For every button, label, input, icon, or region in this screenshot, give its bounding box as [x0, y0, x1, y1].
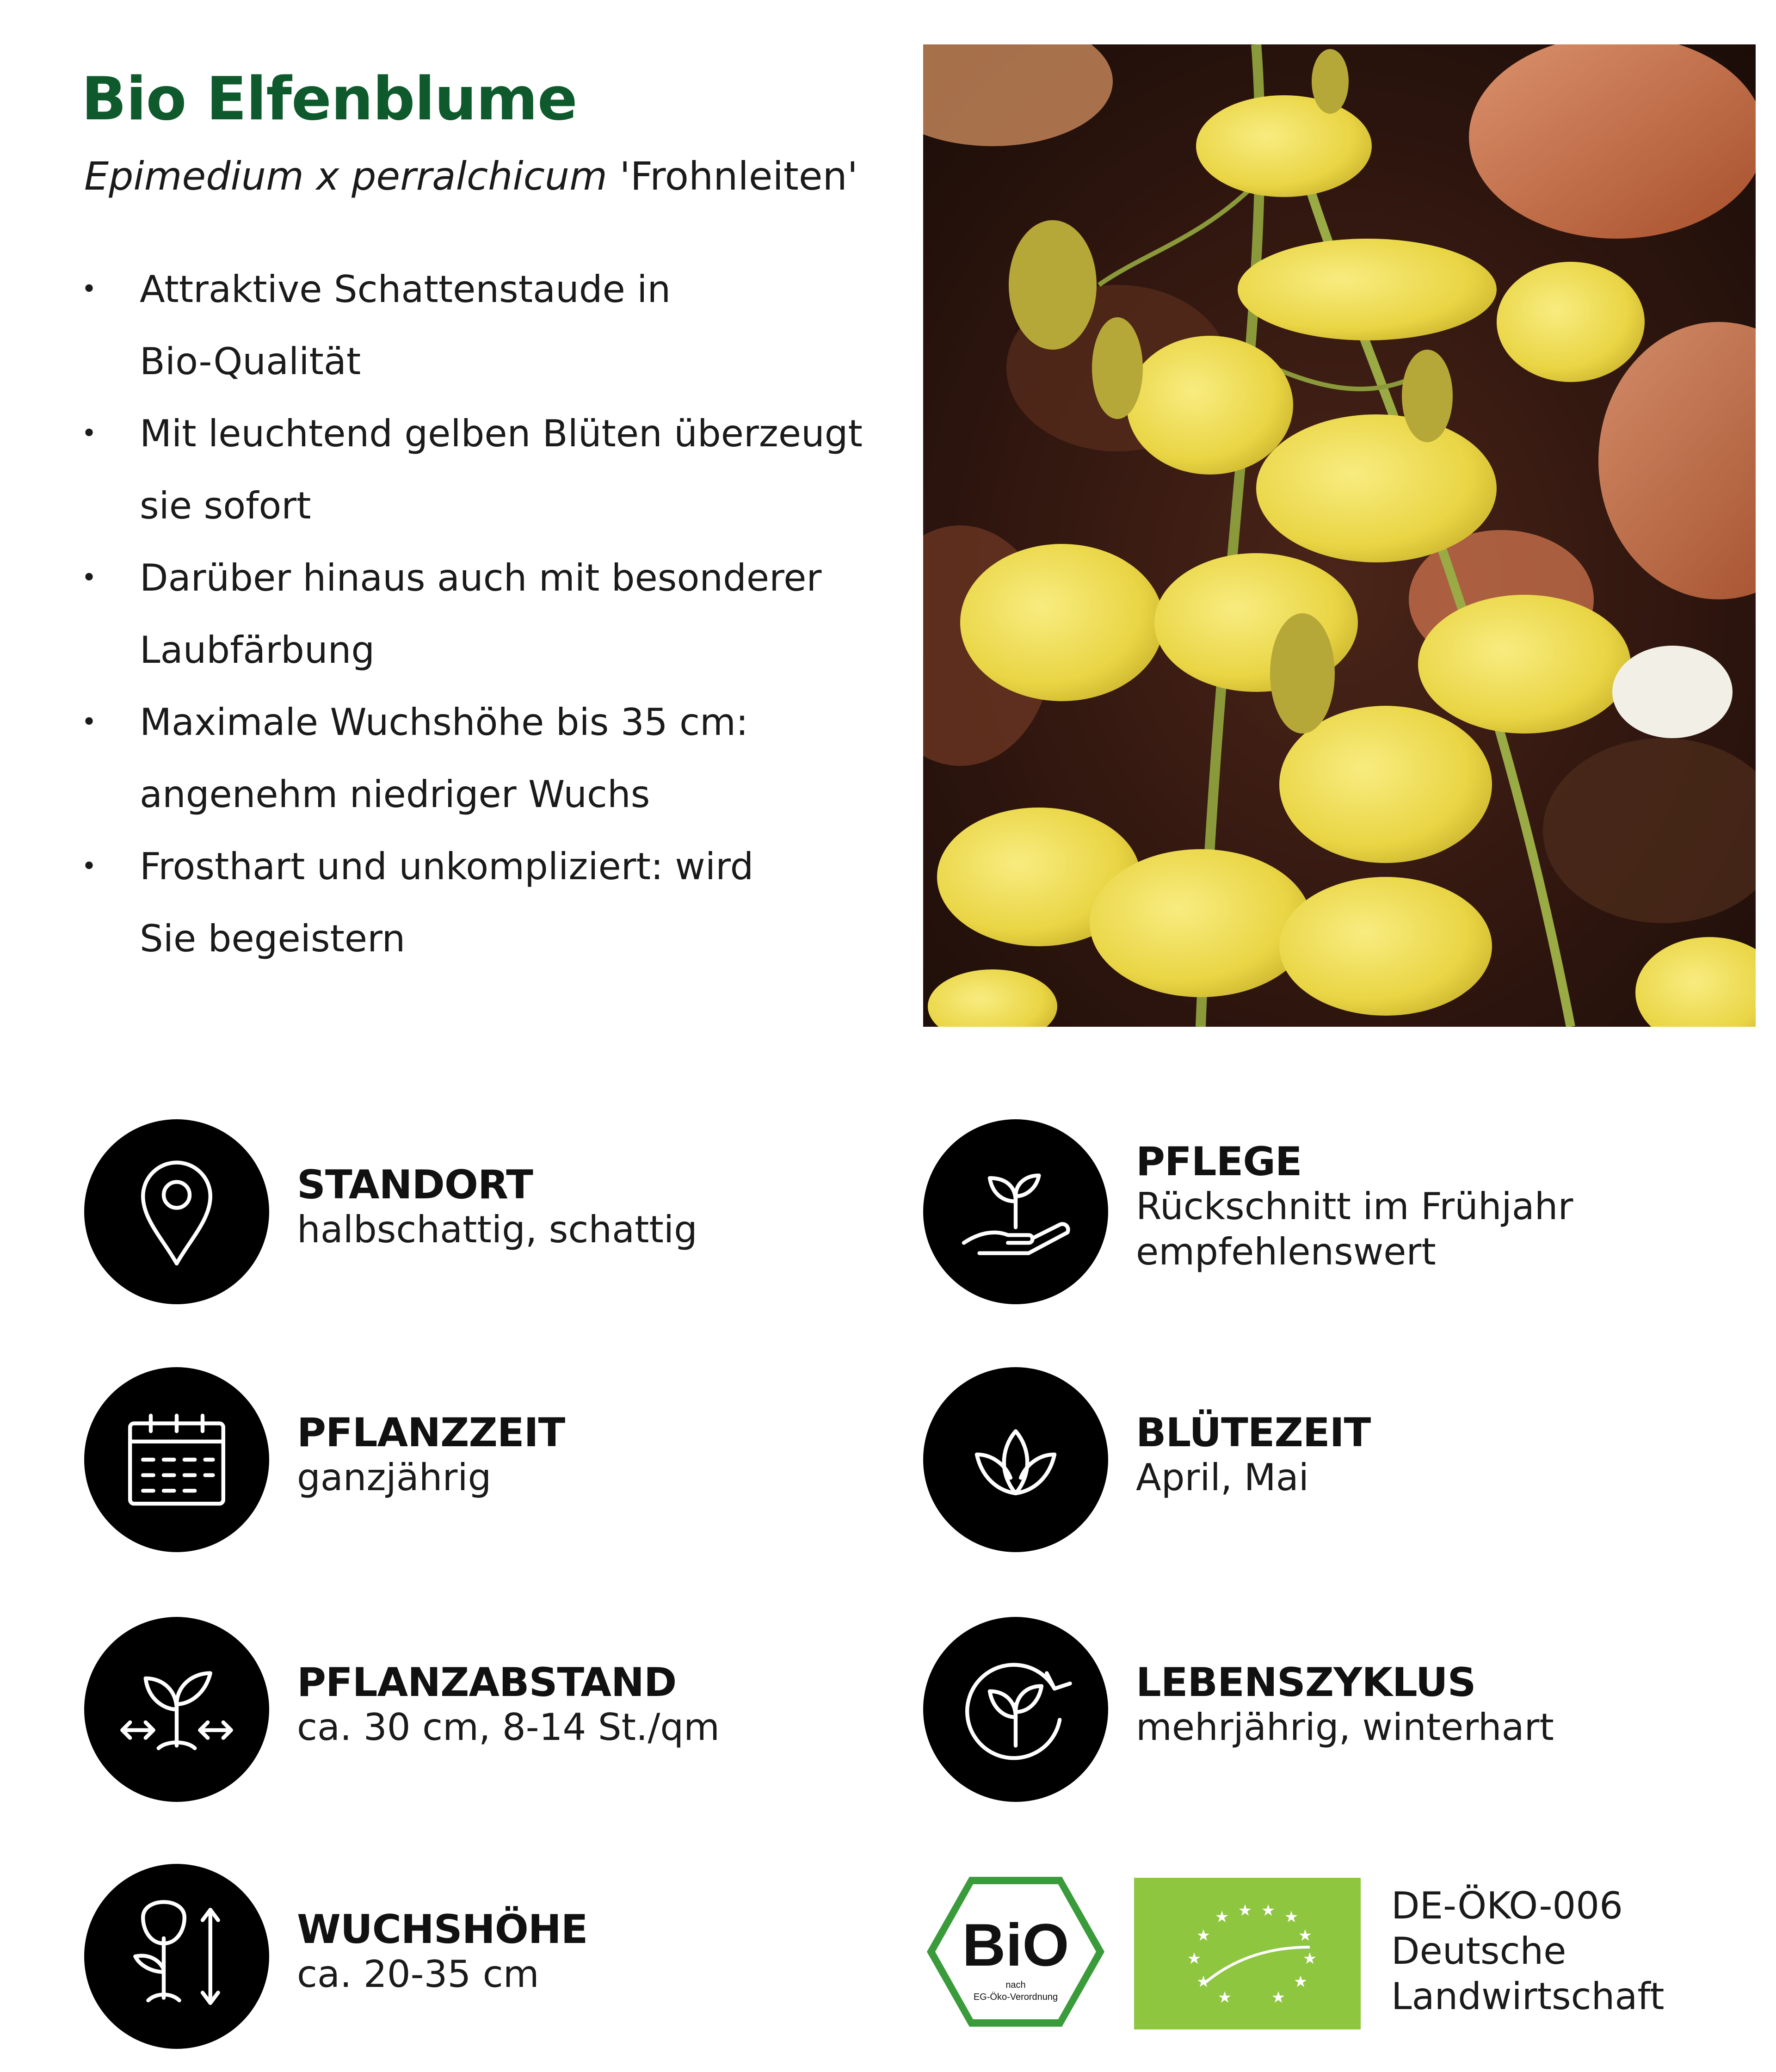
feature-label: LEBENSZYKLUS: [1136, 1659, 1476, 1706]
feature-lebenszyklus: [923, 1617, 1737, 1802]
plant-photo-illustration: [923, 44, 1756, 1027]
page-title: Bio Elfenblume: [81, 65, 577, 134]
seedling-spacing-icon: [84, 1617, 269, 1802]
feature-value: ca. 20-35 cm: [297, 1953, 539, 1996]
feature-label: PFLEGE: [1136, 1139, 1302, 1185]
plant-photo: [923, 44, 1756, 1027]
svg-text:★: ★: [1293, 1973, 1308, 1991]
feature-pflege: [923, 1119, 1737, 1304]
feature-bullets: [81, 253, 877, 975]
feature-value: ca. 30 cm, 8-14 St./qm: [297, 1706, 720, 1749]
svg-text:★: ★: [1302, 1949, 1317, 1968]
svg-text:★: ★: [1196, 1973, 1211, 1991]
bullet-item: • Frosthart und unkompliziert: wird Sie begeistern: [81, 831, 877, 975]
feature-value: ganzjährig: [297, 1456, 492, 1499]
svg-text:★: ★: [1215, 1908, 1229, 1926]
svg-text:★: ★: [1217, 1988, 1232, 2007]
bio-seal-logo: [923, 1873, 1108, 2030]
bio-seal-subtext: EG-Öko-Verordnung: [973, 1992, 1058, 2002]
bullet-item: • Darüber hinaus auch mit besonderer Laubfärbung: [81, 542, 877, 686]
feature-label: WUCHSHÖHE: [297, 1906, 588, 1953]
feature-standort: [84, 1119, 898, 1304]
svg-text:★: ★: [1298, 1926, 1313, 1945]
feature-pflanzzeit: [84, 1367, 898, 1552]
bio-seal-subtext: nach: [1005, 1980, 1026, 1990]
bullet-item: • Maximale Wuchshöhe bis 35 cm: angenehm niedriger Wuchs: [81, 686, 877, 831]
bullet-item: • Mit leuchtend gelben Blüten überzeugt sie sofort: [81, 398, 877, 542]
lotus-icon: [923, 1367, 1108, 1552]
plant-height-icon: [84, 1864, 269, 2049]
svg-text:★: ★: [1238, 1901, 1252, 1920]
origin-line: Landwirtschaft: [1391, 1975, 1665, 2018]
feature-bluetezeit: [923, 1367, 1737, 1552]
cycle-plant-icon: [923, 1617, 1108, 1802]
svg-text:★: ★: [1187, 1949, 1202, 1968]
hand-plant-icon: [923, 1119, 1108, 1304]
species-name: Epimedium x perralchicum: [84, 154, 607, 199]
certification-logos: [923, 1873, 1756, 2030]
svg-text:★: ★: [1271, 1988, 1286, 2007]
bio-seal-text: BiO: [962, 1911, 1069, 1979]
location-pin-icon: [84, 1119, 269, 1304]
feature-label: PFLANZABSTAND: [297, 1659, 677, 1706]
feature-label: PFLANZZEIT: [297, 1410, 565, 1456]
calendar-icon: [84, 1367, 269, 1552]
feature-label: BLÜTEZEIT: [1136, 1410, 1371, 1456]
cultivar-name: 'Frohnleiten': [619, 154, 858, 199]
feature-value: April, Mai: [1136, 1456, 1309, 1499]
control-number: DE-ÖKO-006: [1391, 1884, 1623, 1927]
feature-label: STANDORT: [297, 1162, 533, 1208]
latin-name: [84, 154, 858, 199]
bullet-item: • Attraktive Schattenstaude in Bio-Qualität: [81, 253, 877, 398]
svg-text:★: ★: [1261, 1901, 1276, 1920]
svg-text:★: ★: [1196, 1926, 1211, 1945]
certification-text: [1391, 1883, 1665, 2019]
feature-wuchshoehe: [84, 1864, 898, 2049]
origin-line: Deutsche: [1391, 1930, 1566, 1973]
svg-text:★: ★: [1284, 1908, 1299, 1926]
feature-pflanzabstand: [84, 1617, 898, 1802]
feature-value: mehrjährig, winterhart: [1136, 1706, 1554, 1749]
feature-value: Rückschnitt im Frühjahr: [1136, 1185, 1573, 1228]
eu-organic-leaf-logo: [1134, 1878, 1361, 2029]
feature-value: halbschattig, schattig: [297, 1208, 697, 1251]
feature-value: empfehlenswert: [1136, 1230, 1436, 1273]
